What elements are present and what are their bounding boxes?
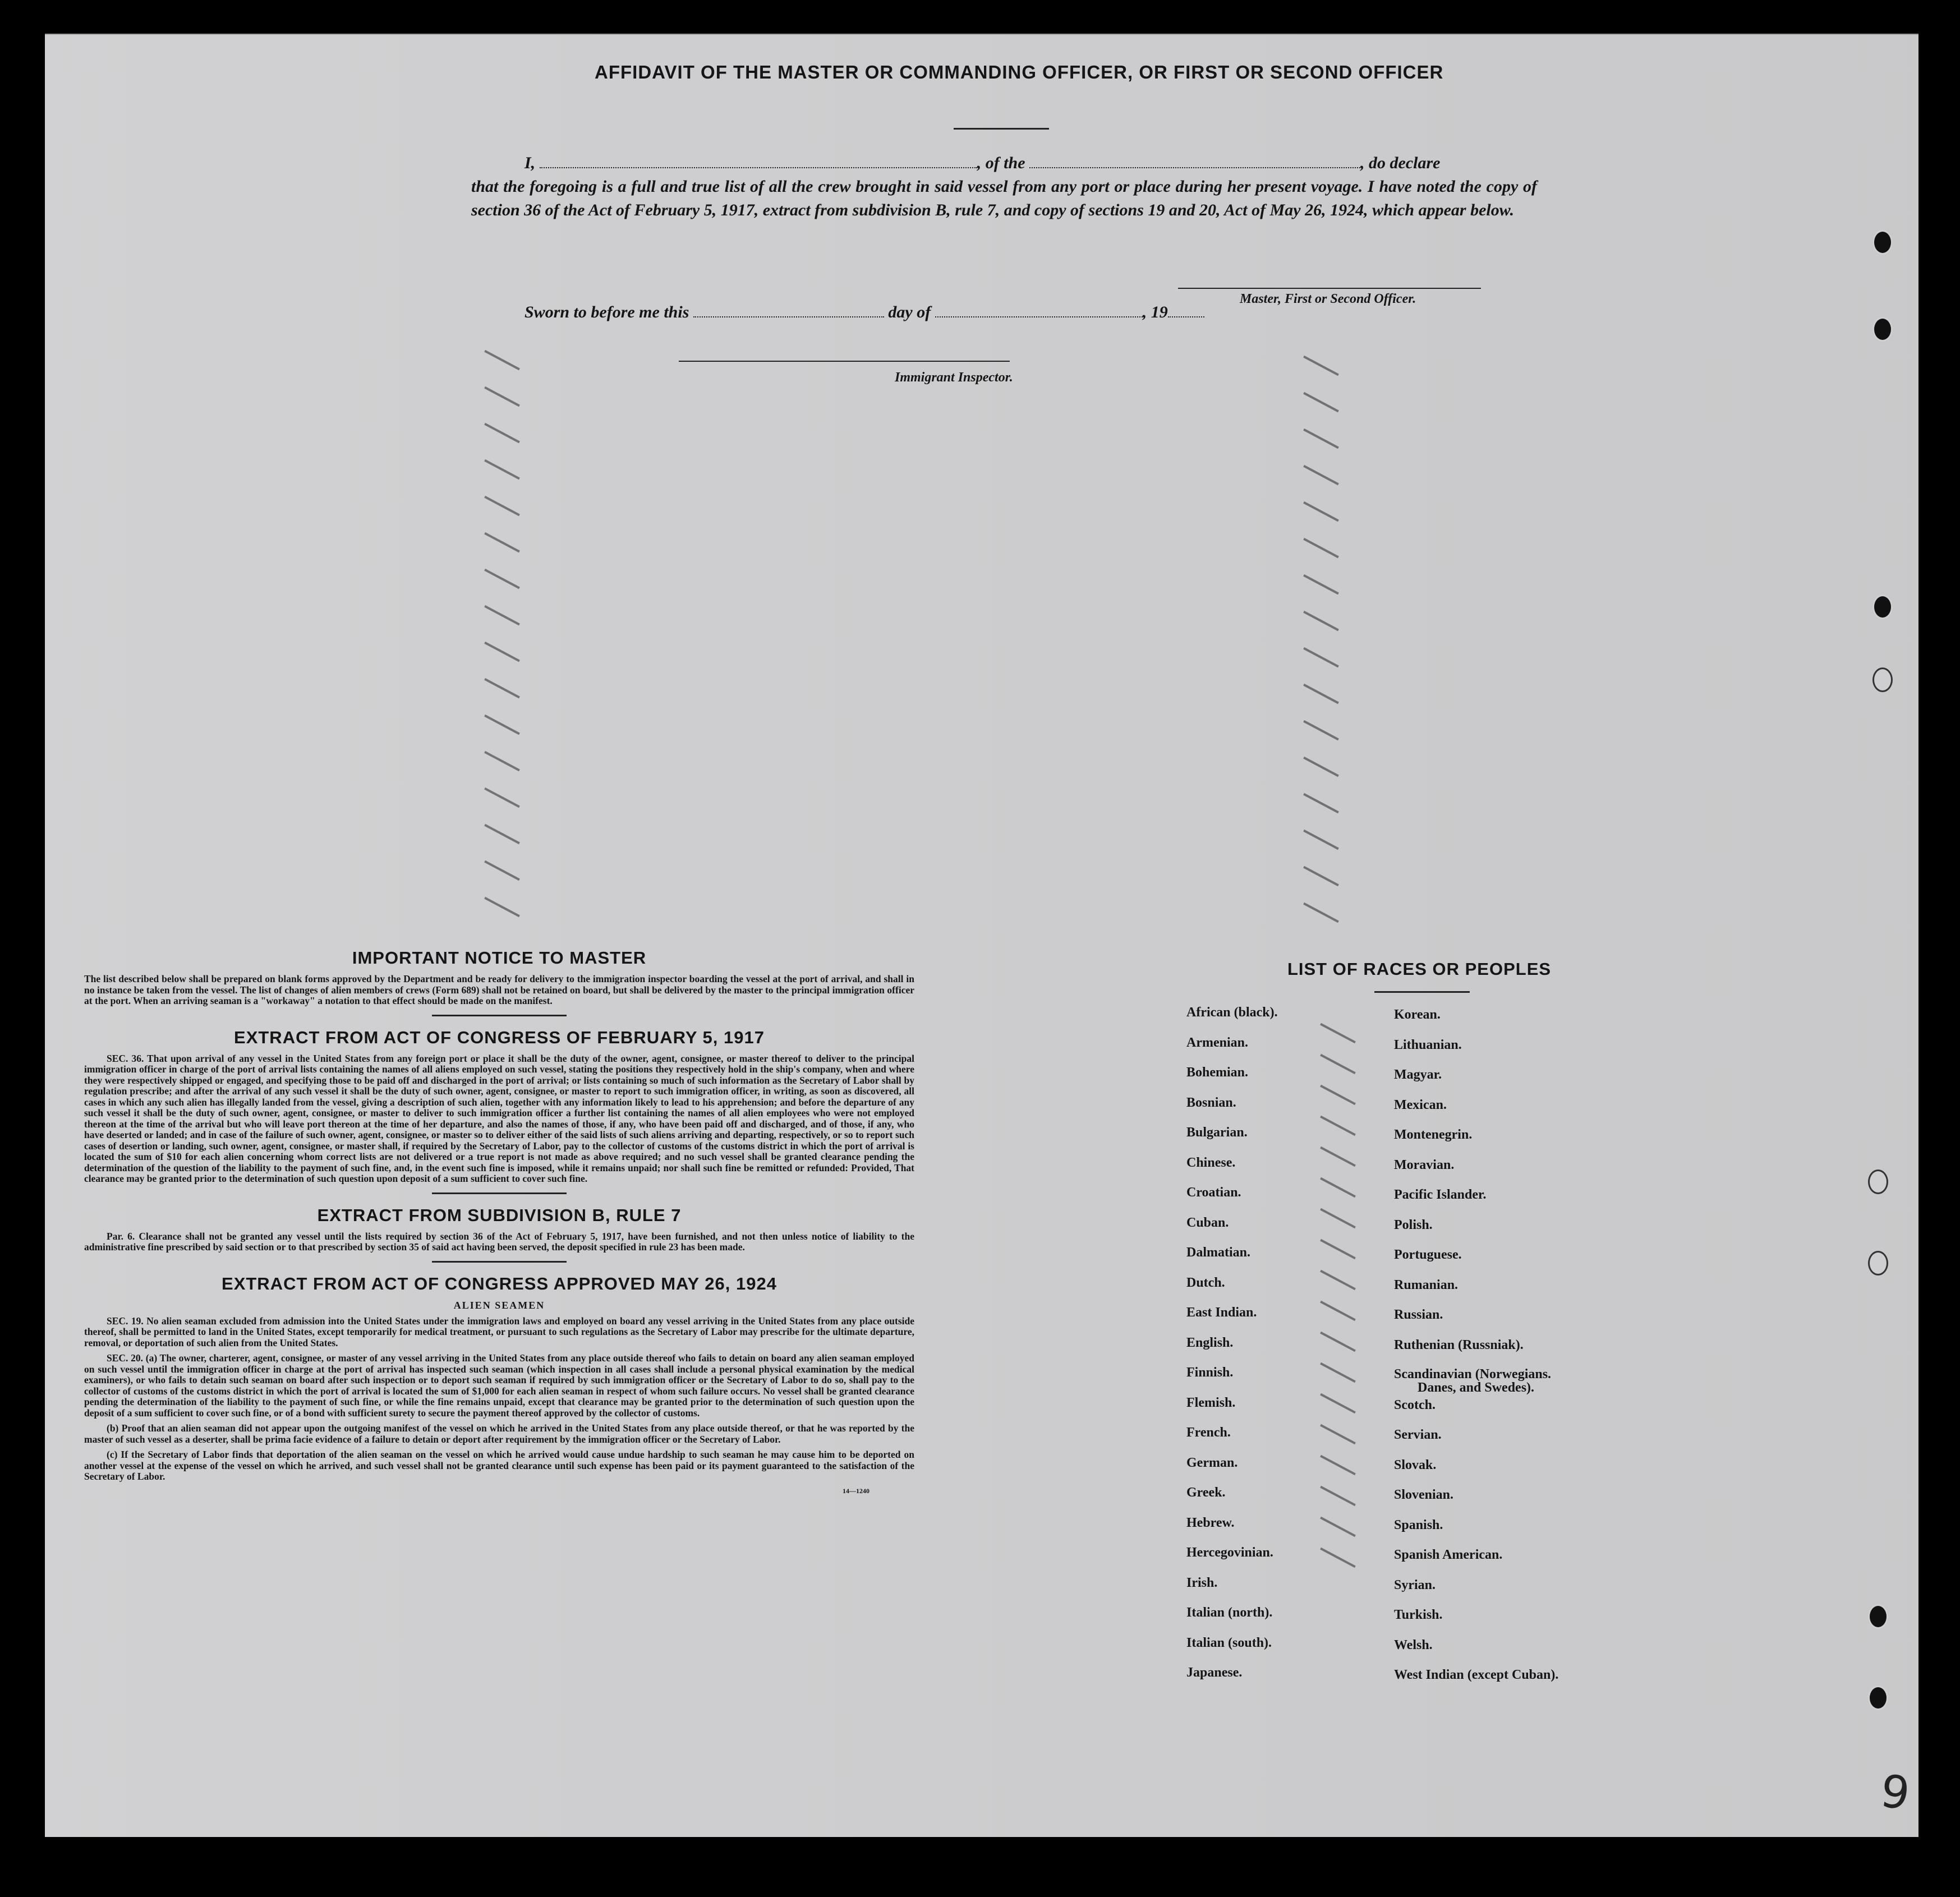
binder-hole <box>1868 1604 1888 1629</box>
race-item: Ruthenian (Russniak). <box>1394 1337 1524 1352</box>
race-item: Bohemian. <box>1186 1065 1249 1080</box>
race-item: Welsh. <box>1394 1637 1433 1652</box>
race-item: Servian. <box>1394 1428 1442 1442</box>
race-item: Moravian. <box>1394 1157 1455 1172</box>
race-item: Irish. <box>1186 1575 1218 1590</box>
race-item: Chinese. <box>1186 1155 1236 1170</box>
race-item: Flemish. <box>1186 1395 1236 1410</box>
race-item: Hebrew. <box>1186 1515 1235 1530</box>
master-label: Master, First or Second Officer. <box>1240 292 1416 306</box>
master-signature-line <box>1178 288 1481 289</box>
race-item: Dalmatian. <box>1186 1245 1250 1260</box>
name-blank <box>540 154 977 168</box>
extract-1917-text: SEC. 36. That upon arrival of any vessel in the United States from any foreign port or place it shall be the duty of the owner, agent, consignee, or master thereof to deliver to the principal immigration officer in charge of the port of arrival lists containing the names of all aliens employed on such vessel, stating the positions they respectively hold in the ship's company, when and where they were respectively shipped or engaged, and specifying those to be paid off and discharged in the port of arrival; or lists containing so much of such information as the Secretary of Labor shall by regulation prescribe; and after the arrival of any such vessel it shall be the duty of such owner, agent, consignee, or master to report to such immigration officer, in writing, as soon as discovered, all cases in which any such alien has illegally landed from the vessel, giving a description of such alien, together with any information likely to lead to his apprehension; and before the departure of any such vessel it shall be the duty of such owner, agent, consignee, or master to deliver to such immigration officer a further list containing the names of all alien employees who were not employed thereon at the time of the arrival but who will leave port thereon at the time of her departure, and also the names of those, if any, who have been paid off and discharged, and of those, if any, who have deserted or landed; and in case of the failure of such owner, agent, consignee, or master so to deliver either of the said lists of such aliens arriving and departing, respectively, or so to report such cases of desertion or landing, such owner, agent, consignee, or master shall, if required by the Secretary of Labor, pay to the collector of customs of the customs district in which the port of arrival is located the sum of $10 for each alien concerning whom correct lists are not delivered or a true report is not made as above required; and no such vessel shall be granted clearance pending the determination of the question of the liability to the payment of such fine, and, in the event such fine is imposed, while it remains unpaid; nor shall such fine be remitted or refunded: Provided, That clearance may be granted prior to the determination of such question upon deposit of a sum sufficient to cover such fine. <box>84 1052 914 1184</box>
race-item: Spanish American. <box>1394 1548 1503 1562</box>
affidavit-first-line <box>524 151 1537 175</box>
binder-hole <box>1872 317 1893 342</box>
race-item: Slovenian. <box>1394 1488 1454 1502</box>
race-item: Croatian. <box>1186 1185 1241 1200</box>
section-divider <box>432 1192 567 1194</box>
sworn-day-of: day of <box>888 303 931 321</box>
race-item: Slovak. <box>1394 1457 1437 1472</box>
affidavit-body <box>471 151 1537 222</box>
races-title-rule <box>1374 991 1470 993</box>
race-item: Dutch. <box>1186 1275 1225 1290</box>
affidavit-text: that the foregoing is a full and true list of all the crew brought in said vessel from any port or place during her present voyage. I have noted the copy of section 36 of the Act of February 5, 1917, extract from subdivision B, rule 7, and copy of sections 19 and 20, Act of May 26, 1924, which appear below. <box>471 177 1537 219</box>
race-item: French. <box>1186 1425 1231 1440</box>
sec-19-text: SEC. 19. No alien seaman excluded from admission into the United States under the immigration laws and employed on board any vessel arriving in the United States from any place outside thereof, shall be permitted to land in the United States, except temporarily for medical treatment, or pursuant to such regulations as the Secretary of Labor may prescribe for the ultimate departure, removal, or deportation of such alien from the United States. <box>84 1315 914 1348</box>
section-divider <box>432 1261 567 1263</box>
extract-rule7-text: Par. 6. Clearance shall not be granted any vessel until the lists required by section 36 of the Act of February 5, 1917, have been furnished, and not then unless notice of liability to the administrative fine prescribed by said section or to that prescribed by section 35 of said act having been served, the deposit specified in rule 23 has been made. <box>84 1230 914 1253</box>
sworn-month-blank <box>935 303 1143 317</box>
race-item-scandinavian <box>1394 1368 1658 1398</box>
race-item: Greek. <box>1186 1485 1226 1500</box>
notice-title: IMPORTANT NOTICE TO MASTER <box>352 948 647 968</box>
binder-hole <box>1868 1686 1888 1710</box>
sec-20c-text: (c) If the Secretary of Labor finds that deportation of the alien seaman on the vessel on which he arrived would cause undue hardship to such seaman he may cause him to be deported on another vessel at the expense of the vessel on which he arrived, and such vessel shall not be granted clearance until such expense has been paid or its payment guaranteed to the satisfaction of the Secretary of Labor. <box>84 1449 914 1482</box>
race-item: English. <box>1186 1335 1234 1350</box>
legal-notices-column <box>84 948 914 1495</box>
top-edge <box>45 34 1918 35</box>
sec-20a-text: SEC. 20. (a) The owner, charterer, agent, consignee, or master of any vessel arriving in the United States from any place outside thereof who fails to detain on board any alien seaman employed on such vessel until the immigration officer in charge at the port of arrival has inspected such seaman (which inspection in all cases shall include a personal physical examination by the medical examiners), or who fails to detain such seaman on board after such inspection or to deport such seaman if required by such immigration officer or the Secretary of Labor to do so, shall pay to the collector of customs of the customs district in which the port of arrival is located the sum of $1,000 for each alien seaman in respect of whom such failure occurs. No vessel shall be granted clearance pending the determination of the liability to the payment of such fine, or while the fine remains unpaid, except that clearance may be granted prior to the determination of such question upon the deposit of a sum sufficient to cover such fine, or of a bond with sufficient surety to secure the payment thereof approved by the collector of customs. <box>84 1352 914 1419</box>
race-item: West Indian (except Cuban). <box>1394 1668 1559 1682</box>
section-divider <box>432 1015 567 1016</box>
race-item: Rumanian. <box>1394 1277 1459 1292</box>
race-item: Scotch. <box>1394 1397 1436 1412</box>
race-item: Japanese. <box>1186 1665 1243 1680</box>
affidavit-of-the: , of the <box>977 154 1025 172</box>
sworn-day-blank <box>693 303 884 317</box>
sworn-year: , 19 <box>1142 303 1168 321</box>
affidavit-title: AFFIDAVIT OF THE MASTER OR COMMANDING OFFICER, OR FIRST OR SECOND OFFICER <box>595 62 1444 82</box>
extract-rule7-title: EXTRACT FROM SUBDIVISION B, RULE 7 <box>317 1205 682 1225</box>
affidavit-i: I, <box>524 154 536 172</box>
vessel-blank <box>1029 154 1360 168</box>
sworn-prefix: Sworn to before me this <box>524 303 689 321</box>
race-item: Mexican. <box>1394 1097 1447 1112</box>
race-item: Korean. <box>1394 1007 1441 1022</box>
race-item: Italian (north). <box>1186 1605 1273 1620</box>
binder-hole <box>1872 230 1893 255</box>
race-item: Finnish. <box>1186 1365 1234 1380</box>
race-item: Turkish. <box>1394 1608 1443 1622</box>
race-item: Cuban. <box>1186 1215 1229 1230</box>
affidavit-do-declare: , do declare <box>1360 154 1441 172</box>
extract-1924-title: EXTRACT FROM ACT OF CONGRESS APPROVED MAY 26, 1924 <box>222 1273 777 1293</box>
inspector-label: Immigrant Inspector. <box>895 370 1013 385</box>
race-item: Syrian. <box>1394 1577 1436 1592</box>
race-item: Bulgarian. <box>1186 1125 1248 1140</box>
races-right-column <box>1394 1007 1658 1698</box>
race-line-continued: Danes, and Swedes). <box>1418 1380 1535 1395</box>
alien-seamen-heading: ALIEN SEAMEN <box>453 1299 545 1311</box>
race-item: Hercegovinian. <box>1186 1545 1273 1560</box>
race-item: Montenegrin. <box>1394 1127 1473 1142</box>
inspector-signature-line <box>679 361 1010 362</box>
race-item: East Indian. <box>1186 1305 1257 1320</box>
sworn-line <box>524 303 1310 322</box>
race-line: Scandinavian (Norwegians. <box>1394 1367 1552 1382</box>
race-item: Polish. <box>1394 1217 1433 1232</box>
sworn-year-blank <box>1168 303 1204 317</box>
races-title: LIST OF RACES OR PEOPLES <box>1287 959 1552 979</box>
race-item: Italian (south). <box>1186 1635 1272 1650</box>
race-item: Pacific Islander. <box>1394 1187 1487 1202</box>
binder-hole <box>1872 667 1893 692</box>
races-left-column <box>1186 1005 1355 1696</box>
race-item: Armenian. <box>1186 1035 1248 1050</box>
race-item: Portuguese. <box>1394 1247 1462 1262</box>
notice-text: The list described below shall be prepared on blank forms approved by the Department and be ready for delivery to the immigration inspector boarding the vessel at the port of arrival, and shall in no instance be taken from the vessel. The list of changes of alien members of crews (Form 689) shall not be retained on board, but shall be delivered by the master to the principal immigration officer at the port. When an arriving seaman is a "workaway" a notation to that effect should be made on the manifest. <box>84 973 914 1006</box>
form-number: 14—1240 <box>843 1486 869 1495</box>
binder-hole <box>1868 1169 1888 1194</box>
race-item: German. <box>1186 1455 1238 1470</box>
race-item: African (black). <box>1186 1005 1278 1020</box>
race-item: Magyar. <box>1394 1067 1442 1082</box>
race-item: Lithuanian. <box>1394 1037 1462 1052</box>
race-item: Bosnian. <box>1186 1095 1236 1110</box>
binder-hole <box>1868 1251 1888 1276</box>
handwritten-page-number: 9 <box>1877 1764 1913 1821</box>
sec-20b-text: (b) Proof that an alien seaman did not appear upon the outgoing manifest of the vessel on which he arrived in the United States from any place outside thereof, or that he was reported by the master of such vessel as a deserter, shall be prima facie evidence of a failure to detain or deport after requirement by the immigration officer or the Secretary of Labor. <box>84 1422 914 1445</box>
title-rule <box>954 128 1049 130</box>
binder-hole <box>1872 595 1893 619</box>
extract-1917-title: EXTRACT FROM ACT OF CONGRESS OF FEBRUARY 5, 1917 <box>234 1027 765 1047</box>
race-item: Spanish. <box>1394 1517 1443 1532</box>
race-item: Russian. <box>1394 1307 1443 1322</box>
